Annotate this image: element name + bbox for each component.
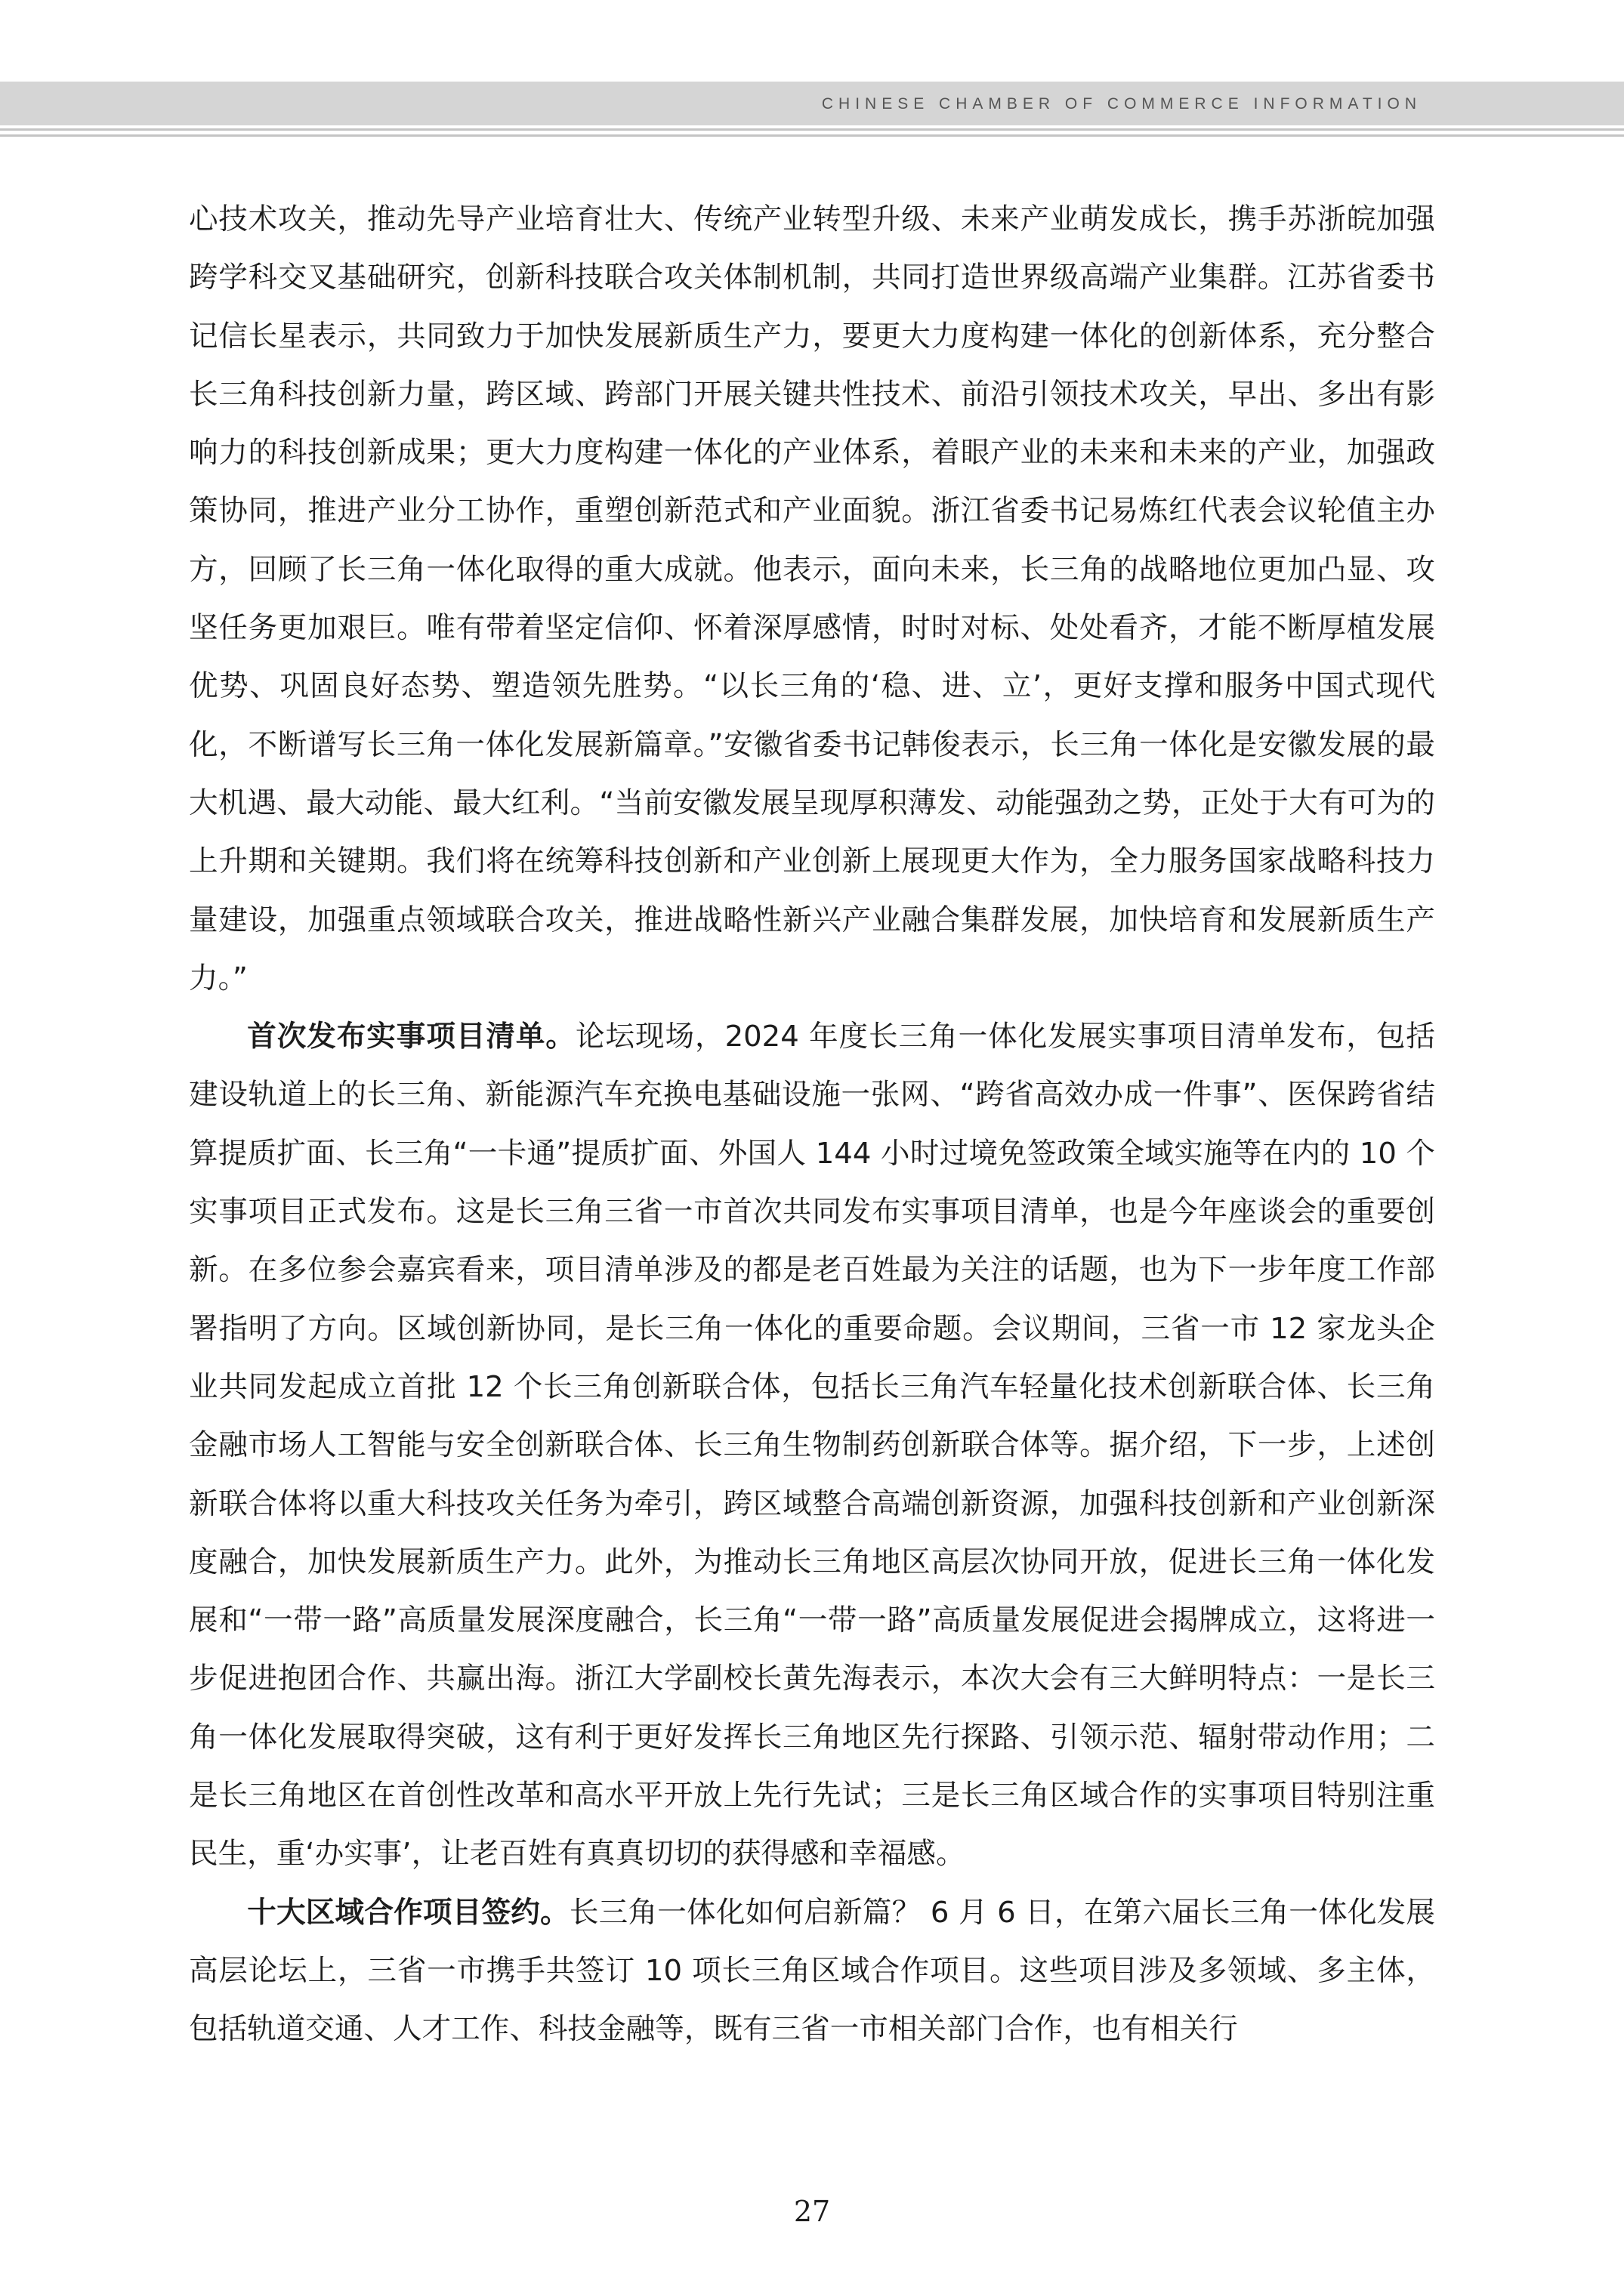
header-rule-bottom bbox=[0, 134, 1624, 137]
paragraph-project-list bbox=[189, 1008, 1435, 1883]
paragraph-cooperation-projects bbox=[189, 1884, 1435, 2059]
paragraph-lead-heading: 首次发布实事项目清单。 bbox=[247, 1020, 576, 1054]
paragraph-lead-heading: 十大区域合作项目签约。 bbox=[247, 1895, 570, 1930]
header-rule-top bbox=[0, 128, 1624, 131]
page-number: 27 bbox=[793, 2195, 831, 2228]
paragraph-text: 长三角一体化如何启新篇？ 6 月 6 日，在第六届长三角一体化发展高层论坛上，三省一市携手共签订 10 项长三角区域合作项目。这些项目涉及多领域、多主体，包括轨道交通、人才工作、科技金融等，既有三省一市相关部门合作，也有相关行 bbox=[189, 1895, 1436, 2047]
article-body bbox=[189, 190, 1435, 2059]
header-title: CHINESE CHAMBER OF COMMERCE INFORMATION bbox=[821, 95, 1422, 113]
paragraph-text: 心技术攻关，推动先导产业培育壮大、传统产业转型升级、未来产业萌发成长，携手苏浙皖加强跨学科交叉基础研究，创新科技联合攻关体制机制，共同打造世界级高端产业集群。江苏省委书记信长星表示，共同致力于加快发展新质生产力，要更大力度构建一体化的创新体系，充分整合长三角科技创新力量，跨区域、跨部门开展关键共性技术、前沿引领技术攻关，早出、多出有影响力的科技创新成果；更大力度构建一体化的产业体系，着眼产业的未来和未来的产业，加强政策协同，推进产业分工协作，重塑创新范式和产业面貌。浙江省委书记易炼红代表会议轮值主办方，回顾了长三角一体化取得的重大成就。他表示，面向未来，长三角的战略地位更加凸显、攻坚任务更加艰巨。唯有带着坚定信仰、怀着深厚感情，时时对标、处处看齐，才能不断厚植发展优势、巩固良好态势、塑造领先胜势。“以长三角的‘稳、进、立’，更好支撑和服务中国式现代化，不断谱写长三角一体化发展新篇章。”安徽省委书记韩俊表示，长三角一体化是安徽发展的最大机遇、最大动能、最大红利。“当前安徽发展呈现厚积薄发、动能强劲之势，正处于大有可为的上升期和关键期。我们将在统筹科技创新和产业创新上展现更大作为，全力服务国家战略科技力量建设，加强重点领域联合攻关，推进战略性新兴产业融合集群发展，加快培育和发展新质生产力。” bbox=[189, 202, 1435, 995]
paragraph-text: 论坛现场，2024 年度长三角一体化发展实事项目清单发布，包括建设轨道上的长三角、新能源汽车充换电基础设施一张网、“跨省高效办成一件事”、医保跨省结算提质扩面、长三角“一卡通”提质扩面、外国人 144 小时过境免签政策全域实施等在内的 10 个实事项目正式发布。这是长三角三省一市首次共同发布实事项目清单，也是今年座谈会的重要创新。在多位参会嘉宾看来，项目清单涉及的都是老百姓最为关注的话题，也为下一步年度工作部署指明了方向。区域创新协同，是长三角一体化的重要命题。会议期间，三省一市 12 家龙头企业共同发起成立首批 12 个长三角创新联合体，包括长三角汽车轻量化技术创新联合体、长三角金融市场人工智能与安全创新联合体、长三角生物制药创新联合体等。据介绍，下一步，上述创新联合体将以重大科技攻关任务为牵引，跨区域整合高端创新资源，加强科技创新和产业创新深度融合，加快发展新质生产力。此外，为推动长三角地区高层次协同开放，促进长三角一体化发展和“一带一路”高质量发展深度融合，长三角“一带一路”高质量发展促进会揭牌成立，这将进一步促进抱团合作、共赢出海。浙江大学副校长黄先海表示，本次大会有三大鲜明特点：一是长三角一体化发展取得突破，这有利于更好发挥长三角地区先行探路、引领示范、辐射带动作用；二是长三角地区在首创性改革和高水平开放上先行先试；三是长三角区域合作的实事项目特别注重民生，重‘办实事’，让老百姓有真真切切的获得感和幸福感。 bbox=[189, 1020, 1435, 1872]
paragraph-continuation bbox=[189, 190, 1435, 1008]
